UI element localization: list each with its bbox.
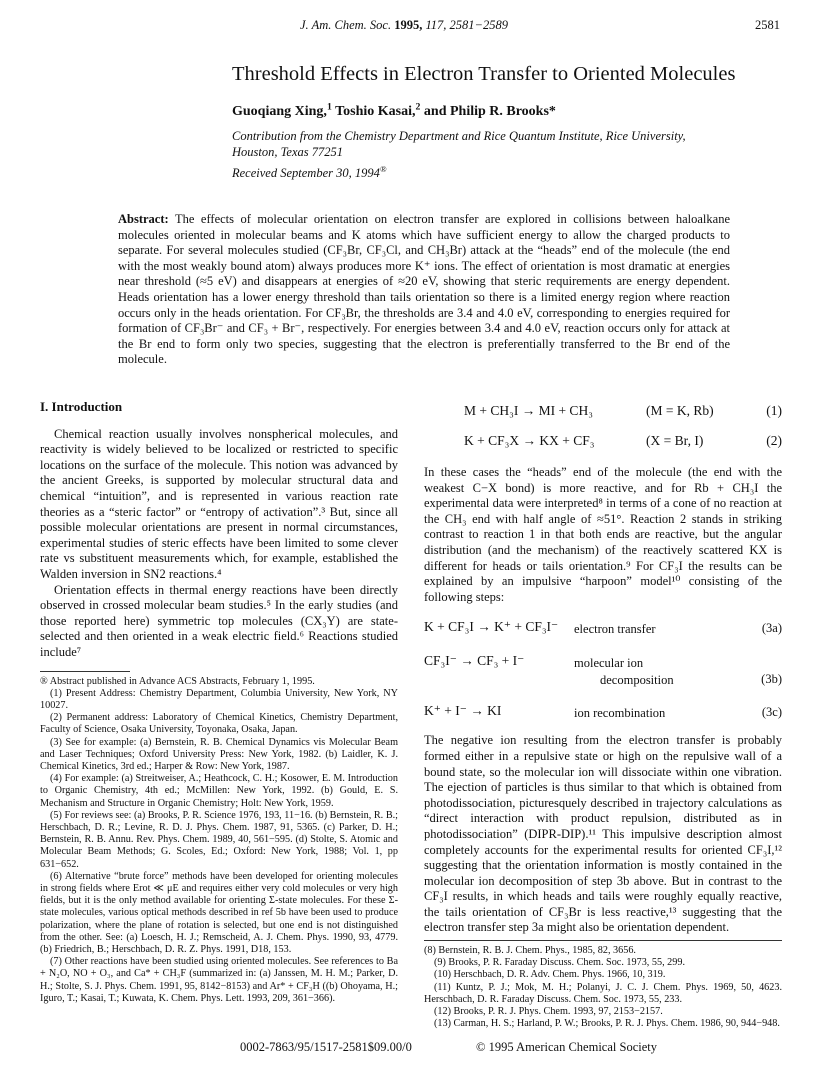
author-list <box>232 101 792 120</box>
equation-3b-label-2: decomposition <box>600 673 674 688</box>
footnote: (7) Other reactions have been studied using oriented molecules. See references to Ba + N₂O, NO + O₃, and Ca* + CH₃F (summarized in: (a) Janssen, M. H. M.; Parker, D. H.; Stolte, S. J. Phys. Chem. 1991, 95, 8142−8153) and Ar* + CF₃H ((b) Ohoyama, H.; Iguro, T.; Kasai, T.; Kuwata, K. Chem. Phys. Lett. 1993, 209, 361−366). <box>40 956 398 1004</box>
footnote: (3) See for example: (a) Bernstein, R. B. Chemical Dynamics vis Molecular Beam and Laser Techniques; Oxford University Press: New York, 1982. (b) Laidler, K. J. Chemical Kinetics, 3rd ed.; Harper & Row: New York, 1987. <box>40 736 398 772</box>
abstract-label: Abstract: <box>118 212 169 226</box>
author-brooks: and Philip R. Brooks* <box>420 104 556 119</box>
equation-1-expression: M + CH₃I → MI + CH₃ <box>464 403 593 418</box>
equation-1-number: (1) <box>766 403 782 418</box>
footnotes-left <box>40 676 398 1005</box>
footnote: (13) Carman, H. S.; Harland, P. W.; Brooks, P. R. J. Phys. Chem. 1986, 90, 944−948. <box>434 1018 780 1030</box>
footnote: (11) Kuntz, P. J.; Mok, M. H.; Polanyi, J. C. J. Chem. Phys. 1969, 50, 4623. Herschbach, D. R. Faraday Discuss. Chem. Soc. 1973, 55, 233. <box>424 981 782 1005</box>
equation-3a <box>424 617 782 651</box>
equation-2 <box>424 429 782 459</box>
journal-name: J. Am. Chem. Soc. <box>300 18 392 32</box>
affiliation-line-2: Houston, Texas 77251 <box>232 145 344 159</box>
equation-3c-number: (3c) <box>761 705 782 720</box>
section-heading-introduction: I. Introduction <box>40 399 123 414</box>
equation-3b-number: (3b) <box>761 672 782 687</box>
footnote: ® Abstract published in Advance ACS Abstracts, February 1, 1995. <box>40 675 315 687</box>
equation-3a-label: electron transfer <box>574 622 656 637</box>
footnote: (5) For reviews see: (a) Brooks, P. R. Science 1976, 193, 11−16. (b) Bernstein, R. B.; Herschbach, D. R.; Levine, R. D. J. Phys. Chem. 1987, 91, 5365. (c) Parker, D. H.; Bernstein, R. B. Annu. Rev. Phys. Chem. 1989, 40, 561−595. (d) Stolte, S. Atomic and Molecular Beam Methods; G. Scoles, Ed.; Oxford: New York, 1988; Vol. 1, pp 631−652. <box>40 809 398 870</box>
footnote-divider-right <box>424 940 782 941</box>
equation-2-number: (2) <box>766 433 782 448</box>
author-note-2: 2 <box>415 101 421 113</box>
abstract-text: The effects of molecular orientation on electron transfer are explored in collisions between haloalkane molecules oriented in molecular beams and K atoms which have sufficient energy to allow the charged products to separate. For several molecules studied (CF₃Br, CF₃Cl, and CH₃Br) attack at the “heads” end of the molecule (the end with the most weakly bound atom) always produces more K⁺ ions. The effect of orientation is most dramatic at energies near threshold (≈5 eV) and disappears at energies of ≈20 eV, showing that steric requirements are energy dependent. Heads orientation has a lower energy threshold than tails orientation so there is a limited energy region where reaction occurs only in the heads orientation. For CF₃Br, the thresholds are 3.4 and 4.0 eV, corresponding to energies required for formation of CF₃Br⁻ and CF₃ + Br⁻, respectively. For energies between 3.4 and 4.0 eV, reaction occurs only for attack at the Br end to form only two species, suggesting that the electron is preferentially transferred to the Br end of the molecule. <box>118 212 730 367</box>
right-paragraph-2: The negative ion resulting from the electron transfer is probably formed either in a repulsive state or high on the repulsive wall of a bound state, so the molecular ion will dissociate within one vibration. The ejection of particles is thus similar to that which is obtained from photodissociation, picturesquely described in trajectory calculations as “direct interaction with product repulsion, distributed as in photodissociation” (DIPR-DIP).¹¹ This impulsive description almost completely accounts for the experimental results for oriented CF₃I,¹² suggesting that the orientation information is mostly contained in the molecular ion decomposition of step 3b above. But in contrast to the CF₃I results, in which heads and tails were roughly equally reactive, the tails orientation of CF₃Br is less reactive,¹³ suggesting that the electron transfer step 3a might also be orientation dependent. <box>424 733 782 935</box>
page-number: 2581 <box>755 18 780 32</box>
footnote: (2) Permanent address: Laboratory of Chemical Kinetics, Chemistry Department, Faculty of Science, Osaka University, Toyonaka, Osaka, Japan. <box>40 712 398 736</box>
received-date <box>232 163 792 181</box>
author-kasai: Toshio Kasai, <box>331 104 416 119</box>
article-code: 0002-7863/95/1517-2581$09.00/0 <box>240 1040 412 1054</box>
abstract <box>118 212 730 368</box>
received-mark: ® <box>379 163 387 174</box>
equation-3b-label-1: molecular ion <box>574 656 644 671</box>
footnote: (10) Herschbach, D. R. Adv. Chem. Phys. 1966, 10, 319. <box>434 969 666 981</box>
footnote: (1) Present Address: Chemistry Department, Columbia University, New York, NY 10027. <box>40 687 398 711</box>
journal-volume-pages: 117, 2581−2589 <box>422 18 508 32</box>
footnotes-right <box>424 945 782 1030</box>
footnote: (8) Bernstein, R. B. J. Chem. Phys., 1985, 82, 3656. <box>424 945 636 957</box>
footnote: (12) Brooks, P. R. J. Phys. Chem. 1993, 97, 2153−2157. <box>434 1006 663 1018</box>
equation-2-condition: (X = Br, I) <box>646 433 704 448</box>
equation-3b-expression: CF₃I⁻ → CF₃ + I⁻ <box>424 653 525 669</box>
footnote: (9) Brooks, P. R. Faraday Discuss. Chem. Soc. 1973, 55, 299. <box>434 957 686 969</box>
equation-3a-expression: K + CF₃I → K⁺ + CF₃I⁻ <box>424 619 559 635</box>
right-paragraph-1: In these cases the “heads” end of the molecule (the end with the weakest C−X bond) is more reactive, and for Rb + CH₃I the experimental data were interpreted⁸ in terms of a cone of no reaction at the CH₃ end with half angle of ≈51°. Reaction 2 stands in striking contrast to reaction 1 in that both ends are reactive, but the angular distribution (and the mechanism) of the reactively scattered KX is different for heads or tails orientation.⁹ For CF₃I the results can be explained by an impulsive “harpoon” model¹⁰ consisting of the following steps: <box>424 465 782 604</box>
copyright: © 1995 American Chemical Society <box>476 1040 657 1054</box>
article-title: Threshold Effects in Electron Transfer to Oriented Molecules <box>232 63 736 85</box>
equation-3c-expression: K⁺ + I⁻ → KI <box>424 703 502 719</box>
footnote: (4) For example: (a) Streitweiser, A.; Heathcock, C. H.; Kosower, E. M. Introduction to Organic Chemistry, 4th ed.; McMillen: New York, 1992. (b) Gould, E. S. Mechanism and Structure in Organic Chemistry; Holt: New York, 1959. <box>40 773 398 809</box>
received-text: Received September 30, 1994 <box>232 166 380 180</box>
author-xing: Guoqiang Xing, <box>232 104 327 119</box>
equation-3c-label: ion recombination <box>574 706 666 721</box>
left-column <box>40 399 398 1005</box>
equation-2-expression: K + CF₃X → KX + CF₃ <box>464 433 595 448</box>
right-column <box>424 399 782 1030</box>
affiliation <box>232 128 792 160</box>
author-note-1: 1 <box>326 101 332 113</box>
equation-1 <box>424 399 782 429</box>
footnote-divider <box>40 671 130 672</box>
equation-1-condition: (M = K, Rb) <box>646 403 714 418</box>
journal-citation <box>300 18 508 33</box>
equation-3c <box>424 699 782 733</box>
footnote: (6) Alternative “brute force” methods have been developed for orienting molecules in strong fields where Erot ≪ μE and requires either very cold molecules or very high fields, but it is the only method available for orienting Σ-state molecules. For these Σ-state molecules, various optical methods described in ref 5b have been used to produce polarization, where the plane of rotation is selected, but one end is not distinguished from the other. See: (a) Loesch, H. J.; Remscheid, A. J. Chem. Phys. 1990, 93, 4779. (b) Friedrich, B.; Herschbach, D. R. Z. Phys. 1991, D18, 153. <box>40 870 398 955</box>
affiliation-line-1: Contribution from the Chemistry Department and Rice Quantum Institute, Rice University, <box>232 129 686 143</box>
equation-3a-number: (3a) <box>761 621 782 636</box>
journal-year: 1995, <box>394 18 423 32</box>
intro-paragraph-1: Chemical reaction usually involves nonspherical molecules, and reactivity is widely believed to be localized or restricted to specific locations on the surface of the molecule. This notion was advanced by the ancient Greeks, is supported by molecular structural data and chemical “intuition”, and is represented in various reaction rate theories as a “steric factor” or “entropy of activation”.³ But, since all possible molecular orientations are present in normal circumstances, experimental studies of steric effects have been limited to some clever rate vs substituent measurements which, for example, established the Walden inversion in SN2 reactions.⁴ <box>40 426 398 581</box>
equation-3b <box>424 651 782 695</box>
intro-paragraph-2: Orientation effects in thermal energy reactions have been directly observed in crossed molecular beam studies.⁵ In the early studies (and those reported here) symmetric top molecules (CX₃Y) are state-selected and then oriented in a weak electric field.⁶ Reactions studied include⁷ <box>40 582 398 659</box>
